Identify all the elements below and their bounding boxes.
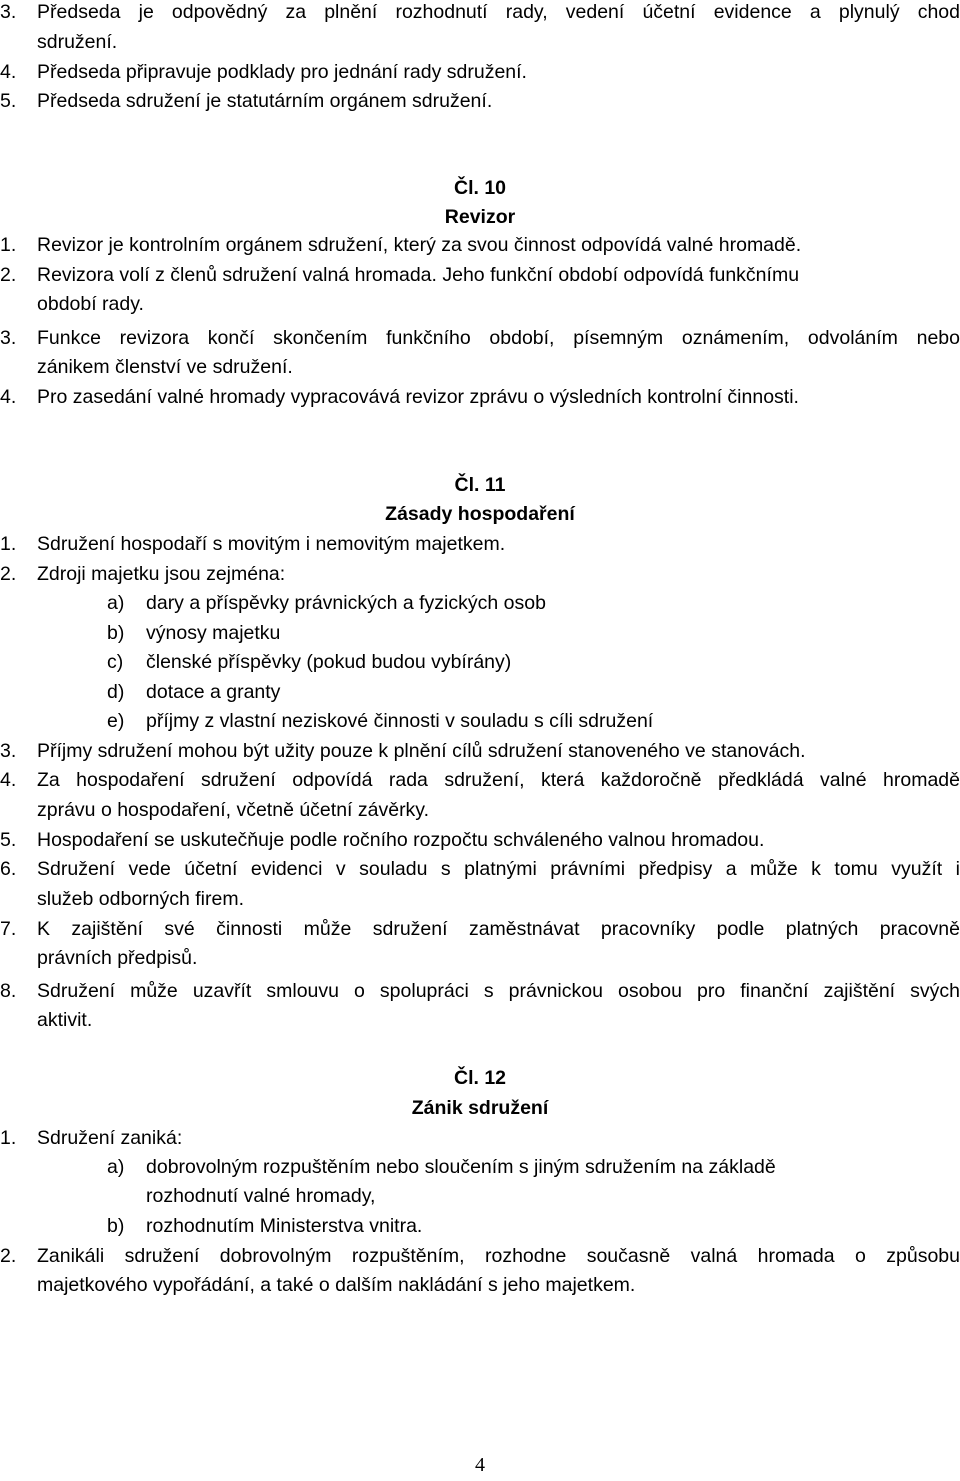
item-number: 5. bbox=[0, 90, 17, 112]
sub-item-letter: a) bbox=[107, 1156, 125, 1178]
sub-item-letter: d) bbox=[107, 681, 125, 703]
item-number: 5. bbox=[0, 829, 17, 851]
sub-item-text: dary a příspěvky právnických a fyzických osob bbox=[146, 592, 546, 614]
item-text: Sdružení zaniká: bbox=[37, 1127, 183, 1149]
item-text: aktivit. bbox=[37, 1009, 93, 1031]
sub-item-letter: b) bbox=[107, 1215, 125, 1237]
article-11-heading: Čl. 11 bbox=[454, 474, 506, 496]
item-text: Revizora volí z členů sdružení valná hromada. Jeho funkční období odpovídá funkčnímu bbox=[37, 264, 800, 286]
item-text: Předseda sdružení je statutárním orgánem sdružení. bbox=[37, 90, 493, 112]
item-text: období rady. bbox=[37, 293, 144, 315]
page-number: 4 bbox=[475, 1454, 485, 1476]
item-text: Zdroji majetku jsou zejména: bbox=[37, 563, 286, 585]
item-text: Sdružení hospodaří s movitým i nemovitým majetkem. bbox=[37, 533, 506, 555]
item-text: majetkového vypořádání, a také o dalším nakládání s jeho majetkem. bbox=[37, 1274, 636, 1296]
article-12-title: Zánik sdružení bbox=[411, 1097, 549, 1119]
item-number: 4. bbox=[0, 769, 17, 791]
item-number: 7. bbox=[0, 918, 17, 940]
sub-item-text: členské příspěvky (pokud budou vybírány) bbox=[146, 651, 512, 673]
item-number: 8. bbox=[0, 980, 17, 1002]
sub-item-text: příjmy z vlastní neziskové činnosti v souladu s cíli sdružení bbox=[146, 710, 654, 732]
item-number: 6. bbox=[0, 858, 17, 880]
item-number: 1. bbox=[0, 1127, 17, 1149]
item-number: 1. bbox=[0, 533, 17, 555]
item-text: Sdružení vede účetní evidenci v souladu s platnými právními předpisy a může k tomu využít i bbox=[37, 858, 960, 880]
sub-item-letter: b) bbox=[107, 622, 125, 644]
article-11-title: Zásady hospodaření bbox=[385, 503, 575, 525]
item-number: 4. bbox=[0, 386, 17, 408]
item-text: právních předpisů. bbox=[37, 947, 198, 969]
item-text: zprávu o hospodaření, včetně účetní závěrky. bbox=[37, 799, 430, 821]
item-text: Revizor je kontrolním orgánem sdružení, který za svou činnost odpovídá valné hromadě. bbox=[37, 234, 802, 256]
item-number: 3. bbox=[0, 327, 17, 349]
item-number: 3. bbox=[0, 740, 17, 762]
item-text: Funkce revizora končí skončením funkčního období, písemným oznámením, odvoláním nebo bbox=[37, 327, 960, 349]
item-number: 4. bbox=[0, 61, 17, 83]
sub-item-letter: c) bbox=[107, 651, 124, 673]
item-number: 1. bbox=[0, 234, 17, 256]
item-text: sdružení. bbox=[37, 31, 118, 53]
sub-item-text: rozhodnutí valné hromady, bbox=[146, 1185, 376, 1207]
item-text: Předseda připravuje podklady pro jednání rady sdružení. bbox=[37, 61, 527, 83]
item-text: Předseda je odpovědný za plnění rozhodnutí rady, vedení účetní evidence a plynulý chod bbox=[37, 1, 960, 23]
item-text: K zajištění své činnosti může sdružení zaměstnávat pracovníky podle platných pracovně bbox=[37, 918, 960, 940]
item-text: služeb odborných firem. bbox=[37, 888, 245, 910]
item-text: zánikem členství ve sdružení. bbox=[37, 356, 293, 378]
sub-item-text: rozhodnutím Ministerstva vnitra. bbox=[146, 1215, 423, 1237]
sub-item-text: dobrovolným rozpuštěním nebo sloučením s jiným sdružením na základě bbox=[146, 1156, 776, 1178]
sub-item-letter: a) bbox=[107, 592, 125, 614]
sub-item-letter: e) bbox=[107, 710, 125, 732]
item-number: 2. bbox=[0, 264, 17, 286]
item-text: Sdružení může uzavřít smlouvu o spolupráci s právnickou osobou pro finanční zajištění svých bbox=[37, 980, 960, 1002]
item-text: Zanikáli sdružení dobrovolným rozpuštěním, rozhodne současně valná hromada o způsobu bbox=[37, 1245, 960, 1267]
item-text: Pro zasedání valné hromady vypracovává revizor zprávu o výsledních kontrolní činnosti. bbox=[37, 386, 799, 408]
item-number: 3. bbox=[0, 1, 17, 23]
article-10-title: Revizor bbox=[444, 206, 516, 228]
article-12-heading: Čl. 12 bbox=[453, 1067, 507, 1089]
sub-item-text: výnosy majetku bbox=[146, 622, 281, 644]
article-10-heading: Čl. 10 bbox=[453, 177, 507, 199]
sub-item-text: dotace a granty bbox=[146, 681, 281, 703]
item-text: Za hospodaření sdružení odpovídá rada sdružení, která každoročně předkládá valné hromadě bbox=[37, 769, 960, 791]
item-text: Hospodaření se uskutečňuje podle ročního rozpočtu schváleného valnou hromadou. bbox=[37, 829, 765, 851]
item-number: 2. bbox=[0, 563, 17, 585]
item-text: Příjmy sdružení mohou být užity pouze k plnění cílů sdružení stanoveného ve stanovách. bbox=[37, 740, 806, 762]
item-number: 2. bbox=[0, 1245, 17, 1267]
